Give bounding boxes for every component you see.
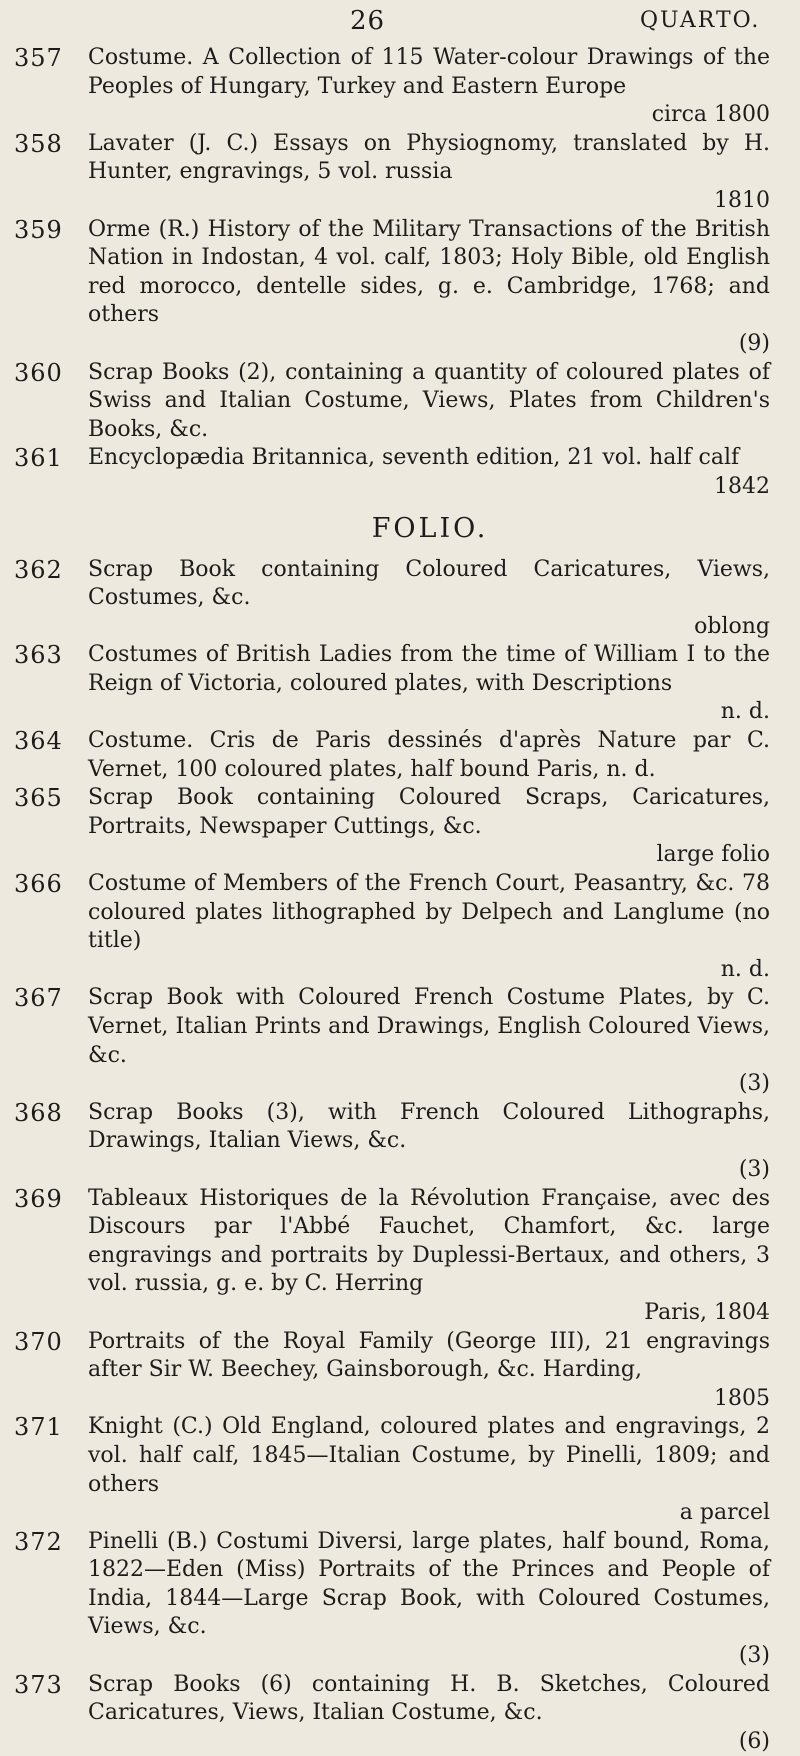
lot-description: Scrap Books (2), containing a quantity of coloured plates of Swiss and Italian Costume, Views, Plates from Children's Books, &c.	[88, 359, 770, 442]
section-heading-folio: FOLIO.	[371, 512, 489, 544]
lot-date: 1810	[714, 187, 770, 213]
lot-entry	[0, 216, 800, 359]
lot-entry	[0, 130, 800, 216]
lot-quantity: a parcel	[679, 1500, 770, 1526]
lot-description: Scrap Book containing Coloured Caricatures, Views, Costumes, &c.	[88, 556, 770, 611]
lot-format: oblong	[694, 613, 770, 639]
lot-quantity: (3)	[738, 1071, 770, 1097]
lot-date: 1805	[714, 1385, 770, 1411]
lot-entry	[0, 359, 800, 445]
lot-description: Orme (R.) History of the Military Transactions of the British Nation in Indostan, 4 vol. calf, 1803; Holy Bible, old English red morocco, dentelle sides, g. e. Cambridge, 1768; and others	[88, 216, 770, 328]
lot-description: Scrap Book with Coloured French Costume Plates, by C. Vernet, Italian Prints and Drawings, English Coloured Views, &c.	[88, 985, 770, 1068]
lot-number: 365	[14, 784, 63, 813]
lot-number: 371	[14, 1413, 63, 1442]
lot-number: 358	[14, 129, 63, 158]
lot-number: 372	[14, 1527, 63, 1556]
lot-description: Costume of Members of the French Court, Peasantry, &c. 78 coloured plates lithographed by Delpech and Langlume (no title)	[88, 871, 770, 954]
lot-date: 1842	[714, 473, 770, 499]
lot-quantity: (3)	[738, 1643, 770, 1669]
lot-description: Scrap Book containing Coloured Scraps, Caricatures, Portraits, Newspaper Cuttings, &c.	[88, 785, 770, 839]
lot-description: Costume. A Collection of 115 Water-colour Drawings of the Peoples of Hungary, Turkey and Eastern Europe	[88, 45, 770, 99]
lot-entry	[0, 1671, 800, 1756]
lot-number: 357	[14, 44, 63, 72]
lot-description: Encyclopædia Britannica, seventh edition, 21 vol. half calf	[88, 445, 740, 471]
page-header	[0, 6, 800, 46]
lot-date: n. d.	[720, 699, 770, 725]
lot-entry	[0, 1413, 800, 1527]
lot-entry	[0, 444, 800, 501]
lot-number: 362	[14, 555, 63, 584]
lot-entry	[0, 1099, 800, 1185]
lot-description: Pinelli (B.) Costumi Diversi, large plates, half bound, Roma, 1822—Eden (Miss) Portraits of the Princes and People of India, 1844—Large Scrap Book, with Coloured Costumes, Views, &c.	[88, 1528, 770, 1640]
lot-number: 366	[14, 870, 63, 899]
lot-entry	[0, 984, 800, 1098]
lot-number: 361	[14, 444, 63, 473]
lot-number: 373	[14, 1670, 63, 1699]
lot-entry	[0, 727, 800, 784]
lot-number: 364	[14, 727, 63, 756]
catalogue-entries	[0, 44, 800, 1756]
lot-entry	[0, 1185, 800, 1328]
lot-date: circa 1800	[651, 102, 770, 128]
lot-date: n. d.	[720, 956, 770, 982]
lot-quantity: (3)	[738, 1156, 770, 1182]
lot-description: Scrap Books (3), with French Coloured Lithographs, Drawings, Italian Views, &c.	[88, 1099, 770, 1154]
lot-description: Scrap Books (6) containing H. B. Sketches, Coloured Caricatures, Views, Italian Costume, &c.	[88, 1671, 770, 1726]
lot-description: Portraits of the Royal Family (George III), 21 engravings after Sir W. Beechey, Gainsborough, &c. Harding,	[88, 1328, 770, 1383]
lot-description: Lavater (J. C.) Essays on Physiognomy, translated by H. Hunter, engravings, 5 vol. russia	[88, 130, 770, 185]
lot-entry	[0, 784, 800, 870]
lot-description: Tableaux Historiques de la Révolution Française, avec des Discours par l'Abbé Fauchet, Chamfort, &c. large engravings and portraits by Duplessi-Bertaux, and others, 3 vol. russia, g. e. by C. Herring	[88, 1185, 770, 1297]
lot-format: large folio	[656, 842, 770, 868]
lot-quantity: (6)	[738, 1728, 770, 1754]
lot-imprint: Paris, 1804	[644, 1299, 770, 1325]
lot-number: 360	[14, 358, 63, 387]
lot-number: 359	[14, 215, 63, 244]
lot-description: Costumes of British Ladies from the time of William I to the Reign of Victoria, coloured plates, with Descriptions	[88, 642, 770, 696]
lot-number: 369	[14, 1184, 63, 1213]
lot-number: 368	[14, 1098, 63, 1127]
lot-number: 370	[14, 1327, 63, 1356]
lot-number: 367	[14, 984, 63, 1013]
lot-number: 363	[14, 641, 63, 670]
lot-description: Knight (C.) Old England, coloured plates and engravings, 2 vol. half calf, 1845—Italian Costume, by Pinelli, 1809; and others	[88, 1414, 770, 1497]
lot-entry	[0, 870, 800, 984]
page-number: 26	[350, 6, 386, 36]
lot-entry	[0, 1328, 800, 1414]
lot-entry	[0, 44, 800, 130]
lot-description: Costume. Cris de Paris dessinés d'après Nature par C. Vernet, 100 coloured plates, half bound Paris, n. d.	[88, 728, 770, 782]
lot-entry	[0, 1528, 800, 1671]
lot-entry	[0, 556, 800, 642]
running-head: QUARTO.	[640, 8, 761, 33]
lot-quantity: (9)	[738, 330, 770, 356]
lot-entry	[0, 641, 800, 727]
